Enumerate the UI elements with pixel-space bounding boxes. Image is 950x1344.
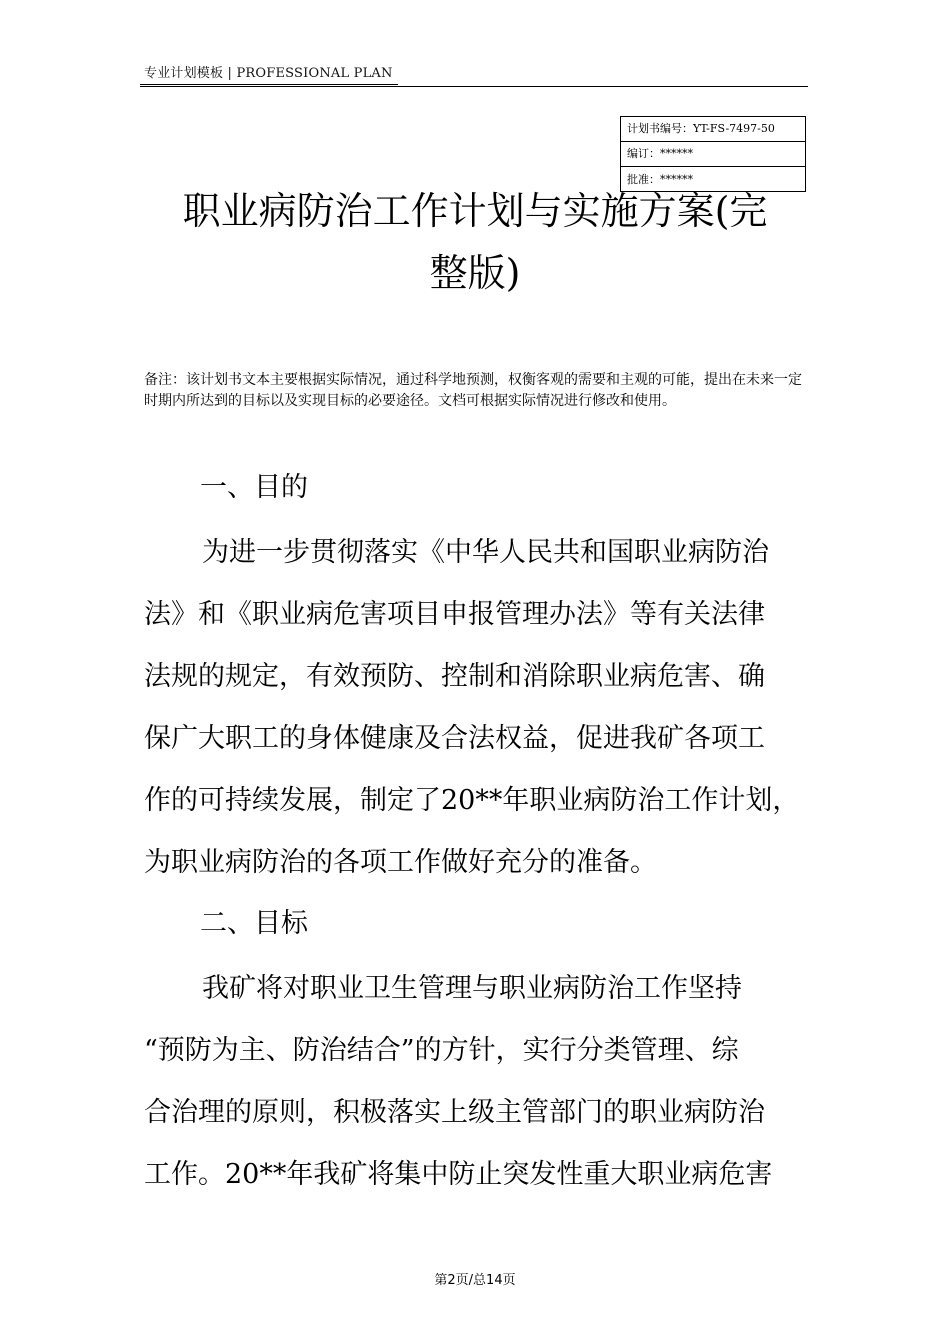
document-title-line-1: 职业病防治工作计划与实施方案(完 <box>182 189 768 233</box>
paragraph-line: 法规的规定，有效预防、控制和消除职业病危害、确 <box>144 661 765 692</box>
paragraph-line: 为进一步贯彻落实《中华人民共和国职业病防治 <box>202 537 769 568</box>
paragraph-line: 法》和《职业病危害项目申报管理办法》等有关法律 <box>144 599 765 630</box>
paragraph-line: 保广大职工的身体健康及合法权益，促进我矿各项工 <box>144 723 765 754</box>
page-number: 第2页/总14页 <box>434 1273 516 1288</box>
section-heading-purpose: 一、目的 <box>200 472 308 503</box>
paragraph-line: 为职业病防治的各项工作做好充分的准备。 <box>144 847 657 878</box>
header-label-underline <box>140 84 398 85</box>
paragraph-line: 合治理的原则，积极落实上级主管部门的职业病防治 <box>144 1097 765 1128</box>
paragraph-line: 我矿将对职业卫生管理与职业病防治工作坚持 <box>202 973 742 1004</box>
document-note: 备注：该计划书文本主要根据实际情况，通过科学地预测，权衡客观的需要和主观的可能，提出在未来一定时期内所达到的目标以及实现目标的必要途径。文档可根据实际情况进行修改和使用。 <box>144 372 802 409</box>
section-paragraph-goals <box>144 958 810 1206</box>
document-editor: 编订：****** <box>621 142 805 167</box>
paragraph-line: 作的可持续发展，制定了20**年职业病防治工作计划， <box>144 785 800 816</box>
document-number: 计划书编号：YT-FS-7497-50 <box>621 117 805 142</box>
page-header <box>140 64 808 87</box>
document-approver: 批准：****** <box>627 172 693 186</box>
section-paragraph-purpose <box>144 522 810 894</box>
section-heading-goals: 二、目标 <box>200 908 308 939</box>
paragraph-line: 工作。20**年我矿将集中防止突发性重大职业病危害 <box>144 1159 773 1190</box>
paragraph-line: “预防为主、防治结合”的方针，实行分类管理、综 <box>144 1035 739 1066</box>
document-title-line-2: 整版) <box>429 251 521 295</box>
document-title <box>140 180 810 304</box>
header-label: 专业计划模板 | PROFESSIONAL PLAN <box>144 66 393 81</box>
